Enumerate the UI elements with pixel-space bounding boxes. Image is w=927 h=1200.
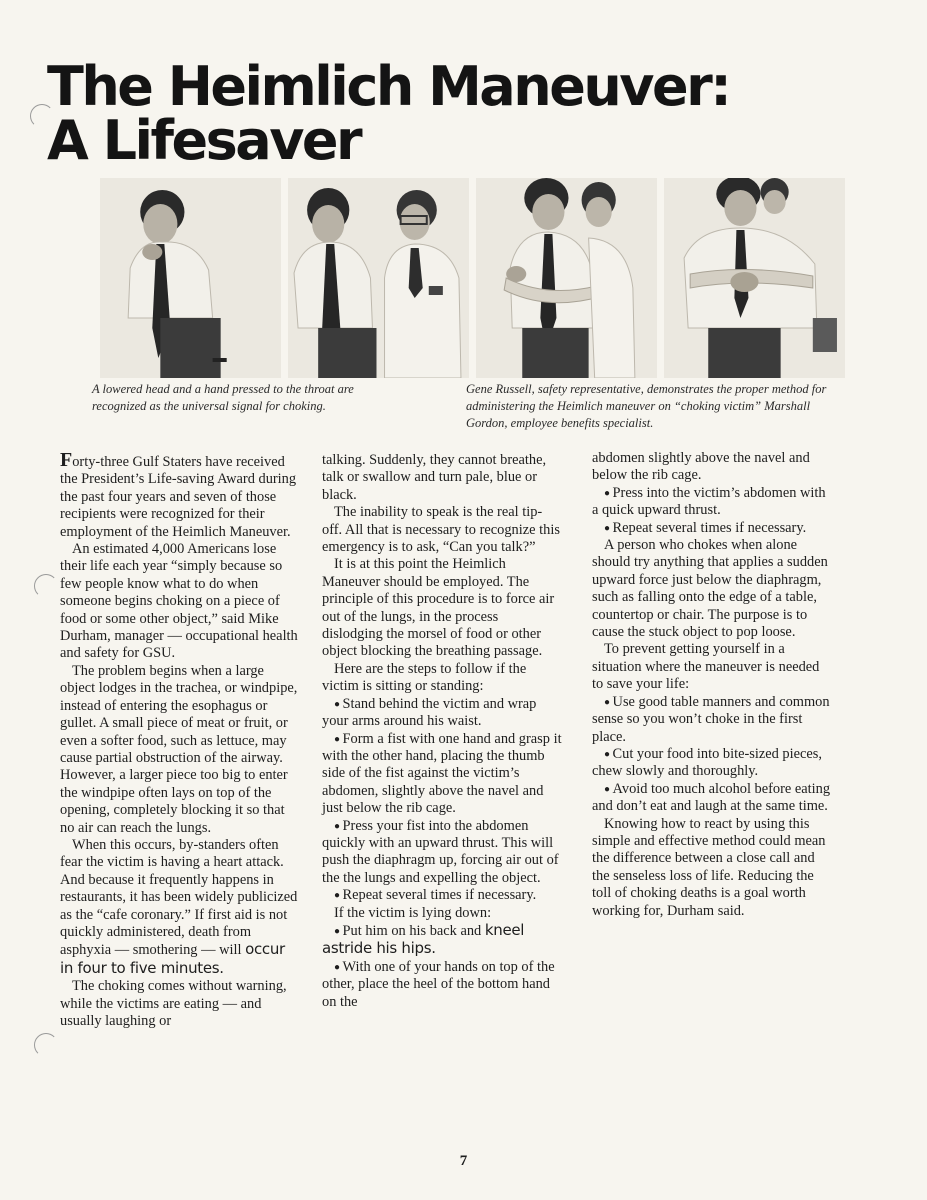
paragraph: The problem begins when a large object lodges in the trachea, or windpipe, instead of entering the esophagus or gullet. A small piece of meat or fruit, or even a softer food, such as lettuce, may cause partial obstruction of the airway. However, a larger piece too big to enter the windpipe often lays on top of the opening, completely blocking it so that no air can reach the lungs.: [60, 662, 298, 836]
bullet-item: [322, 922, 562, 959]
article-column-1: [60, 449, 300, 1030]
paragraph: The inability to speak is the real tip-off. All that is necessary to recognize this emergency is to ask, “Can you talk?”: [322, 504, 560, 556]
bullet-item: ● Repeat several times if necessary.: [592, 520, 832, 537]
title-line-2: A Lifesaver: [47, 109, 361, 172]
article-column-3: [592, 450, 832, 920]
drop-cap: F: [60, 449, 73, 471]
photo-choking-signal: [100, 178, 281, 378]
caption-choking-signal: A lowered head and a hand pressed to the throat are recognized as the universal signal for choking.: [92, 382, 354, 413]
paragraph: If the victim is lying down:: [334, 904, 492, 921]
paragraph: It is at this point the Heimlich Maneuver should be employed. The principle of this procedure is to force air out of the lungs, in the process dislodging the morsel of food or other object blocking the breathing passage.: [322, 556, 555, 660]
photo-wrapping-arms: [476, 178, 657, 378]
paragraph: To prevent getting yourself in a situation where the maneuver is needed to save your life:: [592, 641, 820, 693]
bullet-item: ● With one of your hands on top of the other, place the heel of the bottom hand on the: [322, 959, 562, 1011]
bullet-text: Put him on his back and: [342, 922, 482, 939]
paragraph: An estimated 4,000 Americans lose their life each year “simply because so few people know what to do when someone begins choking on a piece of food or some other object,” said Mike Durham, manager — occupational health and safety for GSU.: [60, 541, 298, 662]
bullet-item: ● Press into the victim’s abdomen with a quick upward thrust.: [592, 485, 832, 520]
bullet-item: ● Repeat several times if necessary.: [322, 887, 562, 904]
bullet-item: ● Use good table manners and common sense so you won’t choke in the first place.: [592, 694, 832, 746]
article-column-2: [322, 452, 562, 1011]
paragraph: talking. Suddenly, they cannot breathe, talk or swallow and turn pale, blue or black.: [322, 452, 547, 503]
caption-demonstration: Gene Russell, safety representative, demonstrates the proper method for administering the Heimlich maneuver on “choking victim” Marshall Gordon, employee benefits specialist.: [466, 382, 827, 430]
paragraph-text: orty-three Gulf Staters have received the President’s Life-saving Award during the past four years and seven of those recipients were recognized for their employment of the Heimlich Maneuver.: [60, 454, 297, 540]
paragraph-text: When this occurs, by-standers often fear the victim is having a heart attack. And because it frequently happens in restaurants, it has been widely publicized as the “cafe coronary.” If first aid is not quickly administered, death from asphyxia — smothering — will: [60, 836, 298, 959]
bullet-item: ● Press your fist into the abdomen quickly with an upward thrust. This will push the diaphragm up, forcing air out of the the lungs and expelling the object.: [322, 818, 562, 888]
bullet-item: ● Form a fist with one hand and grasp it with the other hand, placing the thumb side of the fist against the victim’s abdomen, slightly above the navel and just below the rib cage.: [322, 731, 562, 818]
article-title: [47, 55, 730, 172]
paragraph: [60, 837, 300, 978]
photo-abdominal-thrust: [664, 178, 845, 378]
photo-strip: [100, 178, 845, 378]
paragraph-text-retyped: occur in four to five minutes.: [60, 940, 285, 977]
bullet-item: ● Cut your food into bite-sized pieces, chew slowly and thoroughly.: [592, 746, 832, 781]
bullet-item: ● Stand behind the victim and wrap your arms around his waist.: [322, 696, 562, 731]
photo-rescuer-approaches: [288, 178, 469, 378]
paragraph: abdomen slightly above the navel and below the rib cage.: [592, 450, 810, 484]
punch-hole-2: [34, 574, 58, 598]
paragraph: A person who chokes when alone should try anything that applies a sudden upward force just below the diaphragm, such as falling onto the edge of a table, countertop or chair. The purpose is to cause the stuck object to pop loose.: [592, 537, 828, 641]
punch-hole-3: [34, 1033, 58, 1057]
title-line-1: The Heimlich Maneuver:: [47, 55, 730, 118]
bullet-item: ● Avoid too much alcohol before eating and don’t eat and laugh at the same time.: [592, 781, 832, 816]
paragraph: Knowing how to react by using this simple and effective method could mean the difference between a close call and the senseless loss of life. Reducing the toll of choking deaths is a goal worth working for, Durham said.: [592, 815, 826, 919]
paragraph: The choking comes without warning, while the victims are eating — and usually laughing or: [60, 978, 287, 1029]
bullet-text-retyped: kneel astride his hips.: [322, 920, 525, 958]
paragraph: [60, 449, 300, 541]
paragraph: Here are the steps to follow if the victim is sitting or standing:: [322, 660, 527, 695]
page-number: 7: [459, 1153, 468, 1169]
